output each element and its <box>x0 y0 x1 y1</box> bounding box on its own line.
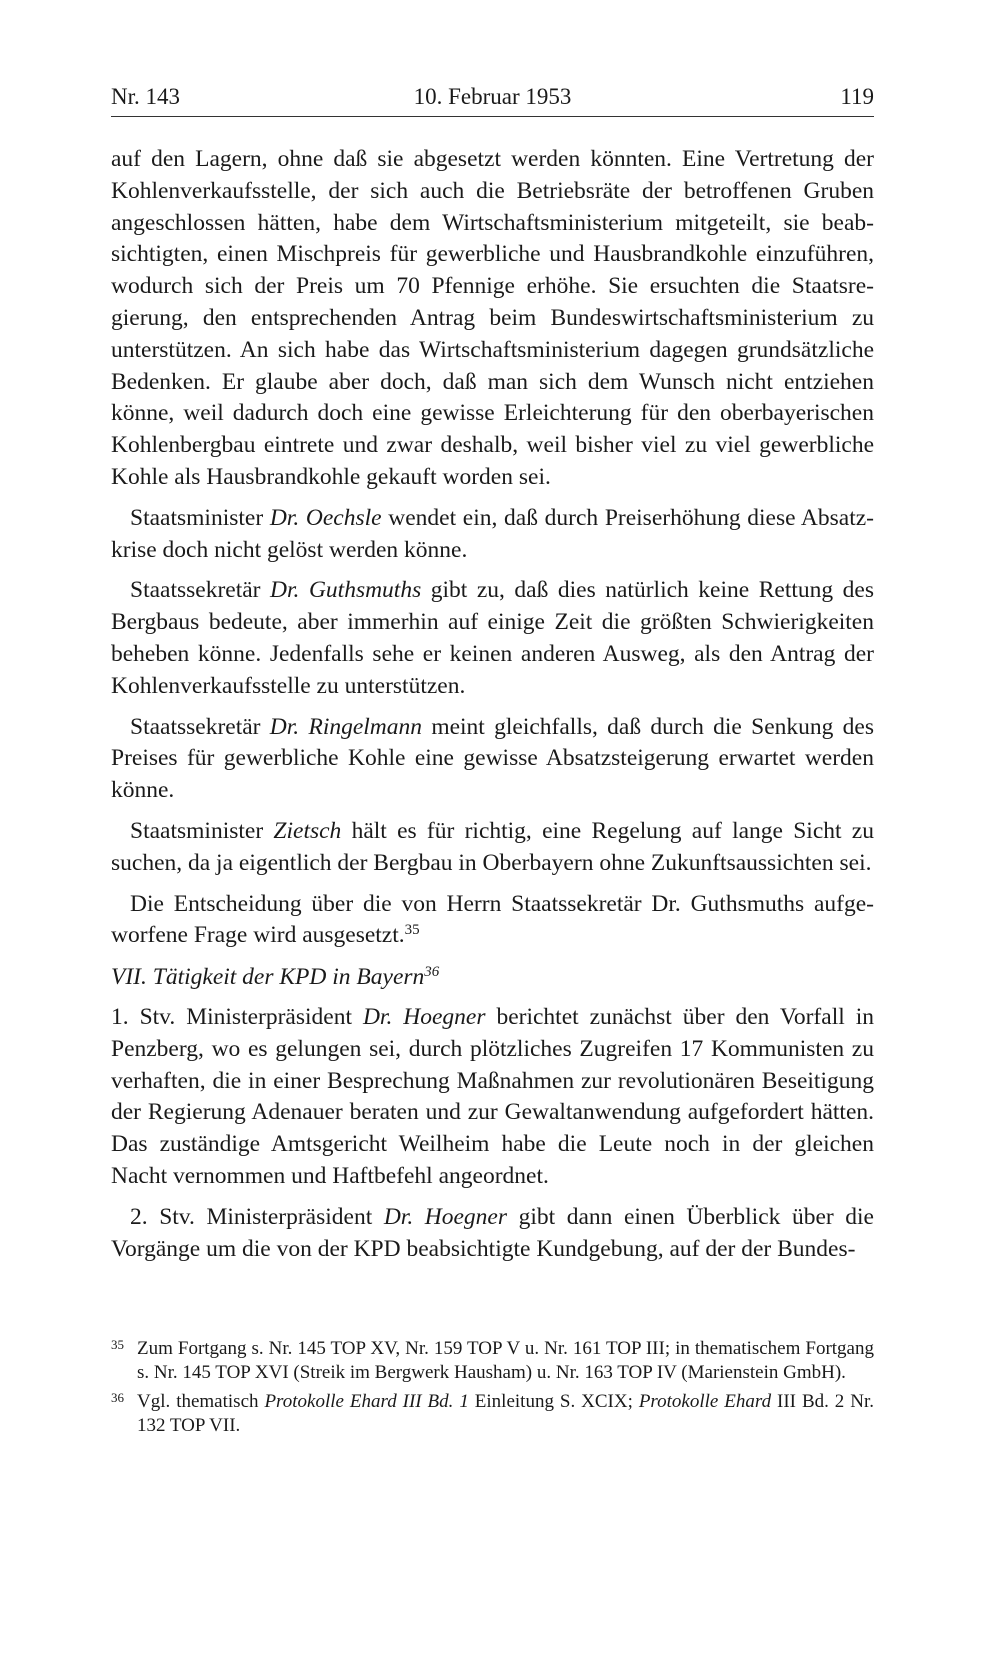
text-run: meint gleichfalls, daß durch die Senkung des Preises für gewerbliche Kohle eine gewisse Absatzsteigerung erwartet werden könne. <box>111 713 874 804</box>
citation-title: Protokolle Ehard <box>638 1391 772 1412</box>
section-heading <box>111 962 874 994</box>
text-run: 1. Stv. Ministerpräsident <box>111 1003 363 1030</box>
text-run: Staatssekretär <box>130 577 271 604</box>
footnote-text: Zum Fortgang s. Nr. 145 TOP XV, Nr. 159 TOP V u. Nr. 161 TOP III; in thematischem Fortgang s. Nr. 145 TOP XVI (Streik im Bergwerk Hausham) u. Nr. 163 TOP IV (Marienstein GmbH). <box>137 1338 874 1383</box>
text-run: berichtet zunächst über den Vorfall in Penzberg, wo es gelungen sei, durch plötzliches Zugreifen 17 Kommunisten zu verhaften, die in einer Besprechung Maßnahmen zur revolutionären Beseitigung der Regierung Adenauer beraten und zur Gewaltanwendung aufgefordert hätten. Das zuständige Amtsgericht Weilheim habe die Leute noch in der gleichen Nacht vernommen und Haftbefehl angeordnet. <box>111 1003 874 1189</box>
paragraph <box>111 889 874 953</box>
text-run: Staatssekretär <box>130 713 270 740</box>
paragraph <box>111 1002 874 1193</box>
footnote-number: 35 <box>111 1337 124 1352</box>
header-date: 10. Februar 1953 <box>413 84 572 109</box>
text-run: Die Entscheidung über die von Herrn Staatssekretär Dr. Guthsmuths aufgeworfene Frage wird ausgesetzt. <box>111 890 874 949</box>
paragraph <box>111 712 874 807</box>
citation-title: Protokolle Ehard III Bd. 1 <box>264 1391 469 1412</box>
paragraph: auf den Lagern, ohne daß sie abgesetzt werden könnten. Eine Vertretung der Kohlenverkaufsstelle, der sich auch die Betriebsräte der betroffenen Gruben angeschlossen hätten, habe dem Wirtschaftsministerium mitgeteilt, sie beabsichtigten, einen Mischpreis für gewerbliche und Hausbrandkohle einzuführen, wodurch sich der Preis um 70 Pfennige erhöhe. Sie ersuchten die Staatsregierung, den entsprechenden Antrag beim Bundeswirtschaftsministerium zu unterstützen. An sich habe das Wirtschaftsministerium dagegen grundsätzliche Bedenken. Er glaube aber doch, daß man sich dem Wunsch nicht entziehen könne, weil dadurch doch eine gewisse Erleichterung für den oberbayerischen Kohlenbergbau eintrete und zwar deshalb, weil bisher viel zu viel gewerbliche Kohle als Hausbrandkohle gekauft worden sei. <box>111 146 874 490</box>
footnote-36 <box>111 1390 874 1438</box>
speaker-name: Dr. Hoegner <box>362 1003 486 1030</box>
text-run: wendet ein, daß durch Preiserhöhung diese Absatzkrise doch nicht gelöst werden könne. <box>111 504 874 563</box>
footnote-ref[interactable]: 36 <box>424 964 440 981</box>
text-run: gibt zu, daß dies natürlich keine Rettung des Bergbaus bedeute, aber immerhin auf einige Zeit die größten Schwierigkeiten beheben könne. Jedenfalls sehe er keinen anderen Ausweg, als den Antrag der Kohlenverkaufsstelle zu unterstützen. <box>111 577 874 699</box>
footnote-text: III Bd. 2 Nr. 132 TOP VII. <box>137 1391 875 1436</box>
heading-text: VII. Tätigkeit der KPD in Bayern <box>111 964 425 991</box>
speaker-name: Dr. Ringelmann <box>269 713 423 740</box>
footnote-number: 36 <box>111 1390 124 1405</box>
footnote-ref[interactable]: 35 <box>404 922 420 939</box>
speaker-name: Dr. Oechsle <box>269 504 382 531</box>
document-number: Nr. 143 <box>111 84 180 109</box>
footnote-35 <box>111 1337 874 1385</box>
speaker-name: Zietsch <box>273 817 342 844</box>
text-run: 2. Stv. Ministerpräsident <box>130 1203 384 1230</box>
text-run: Staatsminister <box>130 504 270 531</box>
running-header <box>111 82 874 117</box>
text-run: Staatsminister <box>130 817 274 844</box>
speaker-name: Dr. Hoegner <box>383 1203 507 1230</box>
footnote-text: Einleitung S. XCIX; <box>468 1391 639 1412</box>
footnotes <box>111 1337 874 1443</box>
text-run: hält es für richtig, eine Regelung auf lange Sicht zu suchen, da ja eigentlich der Bergbau in Oberbayern ohne Zukunftsaussichten sei. <box>111 817 874 876</box>
text-run: gibt dann einen Überblick über die Vorgänge um die von der KPD beabsichtigte Kundgebung, auf der der Bundes- <box>111 1203 874 1262</box>
paragraph <box>111 575 874 702</box>
body-text <box>111 144 874 1265</box>
page-number: 119 <box>840 84 874 109</box>
footnote-text: Vgl. thematisch <box>137 1391 265 1412</box>
speaker-name: Dr. Guthsmuths <box>270 577 422 604</box>
paragraph <box>111 1202 874 1266</box>
paragraph <box>111 503 874 567</box>
paragraph <box>111 816 874 880</box>
